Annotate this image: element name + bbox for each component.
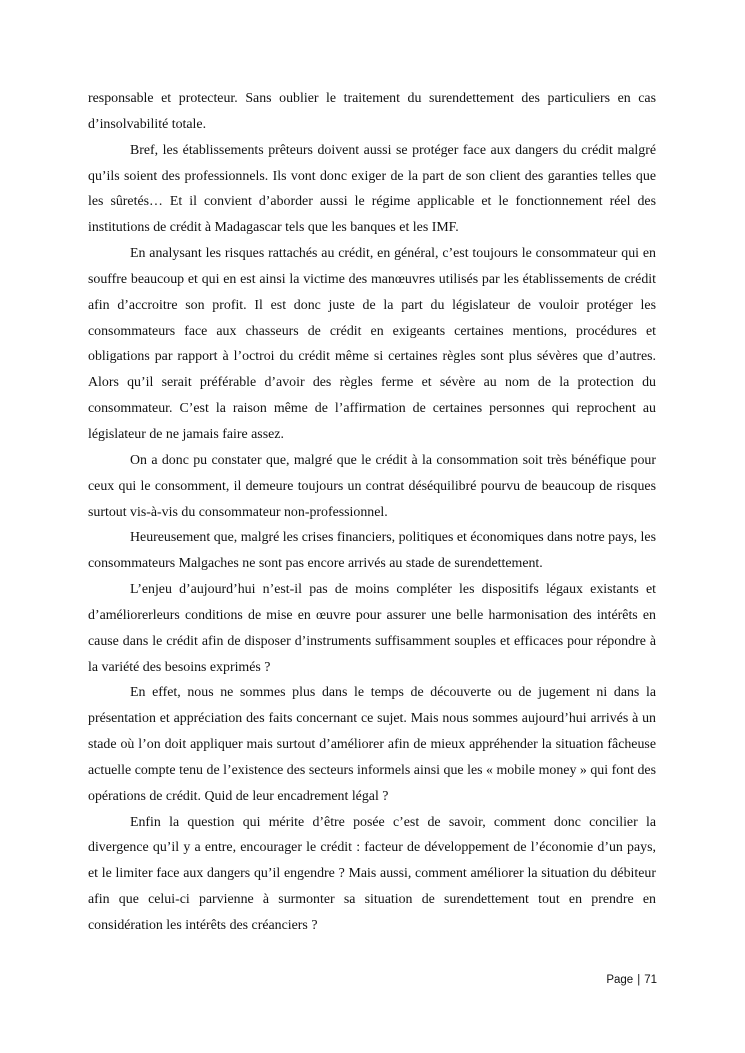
paragraph-3: En analysant les risques rattachés au crédit, en général, c’est toujours le consommateur qui en souffre beaucoup et qui en est ainsi la victime des manœuvres utilisés par les établissements de crédit afin d’accroitre son profit. Il est donc juste de la part du législateur de vouloir protéger les consommateurs face aux chasseurs de crédit en exigeants certaines mentions, procédures et obligations par rapport à l’octroi du crédit même si certaines règles sont plus sévères que d’autres. Alors qu’il serait préférable d’avoir des règles ferme et sévère au nom de la protection du consommateur. C’est la raison même de l’affirmation de certaines personnes qui reprochent au législateur de ne jamais faire assez.	[88, 246, 656, 442]
page-number: 71	[644, 974, 657, 986]
paragraph-8: Enfin la question qui mérite d’être posée c’est de savoir, comment donc concilier la divergence qu’il y a entre, encourager le crédit : facteur de développement de l’économie d’un pays, et le limiter face aux dangers qu’il engendre ? Mais aussi, comment améliorer la situation du débiteur afin que celui-ci parvienne à surmonter sa situation de surendettement tout en prendre en considération les intérêts des créanciers ?	[88, 814, 656, 933]
paragraph-2: Bref, les établissements prêteurs doivent aussi se protéger face aux dangers du crédit malgré qu’ils soient des professionnels. Ils vont donc exiger de la part de son client des garanties telles que les sûretés… Et il convient d’aborder aussi le régime applicable et le fonctionnement réel des institutions de crédit à Madagascar tels que les banques et les IMF.	[88, 142, 656, 236]
document-body	[88, 86, 656, 939]
page-separator: |	[637, 974, 641, 986]
paragraph-6: L’enjeu d’aujourd’hui n’est-il pas de moins compléter les dispositifs légaux existants et d’améliorerleurs conditions de mise en œuvre pour assurer une belle harmonisation des intérêts en cause dans le crédit afin de disposer d’instruments suffisamment souples et efficaces pour répondre à la variété des besoins exprimés ?	[88, 582, 656, 675]
page-footer	[606, 974, 657, 986]
paragraph-5: Heureusement que, malgré les crises financiers, politiques et économiques dans notre pays, les consommateurs Malgaches ne sont pas encore arrivés au stade de surendettement.	[88, 530, 656, 572]
paragraph-1: responsable et protecteur. Sans oublier le traitement du surendettement des particuliers en cas d’insolvabilité totale.	[88, 91, 656, 132]
page-label: Page	[606, 974, 634, 986]
paragraph-7: En effet, nous ne sommes plus dans le temps de découverte ou de jugement ni dans la présentation et appréciation des faits concernant ce sujet. Mais nous sommes aujourd’hui arrivés à un stade où l’on doit appliquer mais surtout d’améliorer afin de mieux appréhender la situation fâcheuse actuelle compte tenu de l’existence des secteurs informels ainsi que les « mobile money » qui font des opérations de crédit. Quid de leur encadrement légal ?	[88, 685, 656, 804]
paragraph-4: On a donc pu constater que, malgré que le crédit à la consommation soit très bénéfique pour ceux qui le consomment, il demeure toujours un contrat déséquilibré pourvu de beaucoup de risques surtout vis-à-vis du consommateur non-professionnel.	[88, 452, 656, 520]
